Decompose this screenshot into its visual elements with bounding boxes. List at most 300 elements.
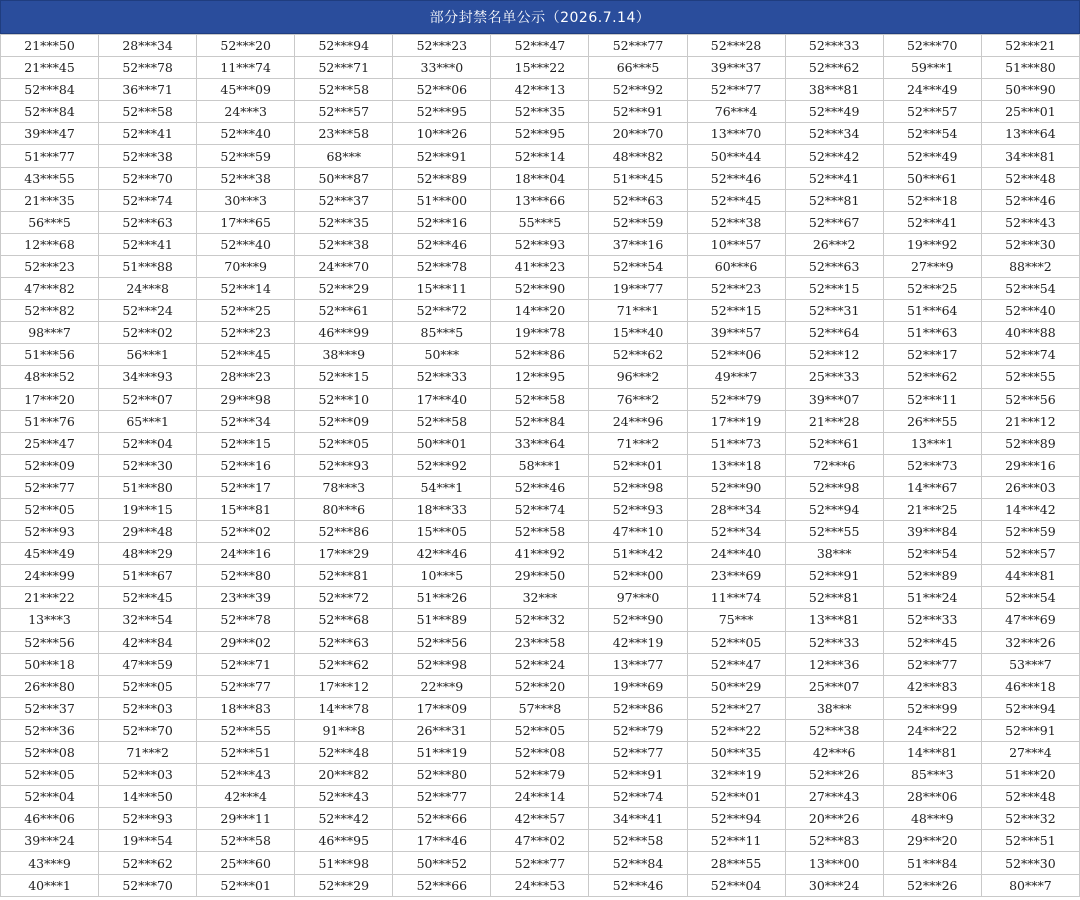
table-cell: 38*** [785,543,883,565]
table-cell: 27***9 [883,255,981,277]
table-cell: 29***02 [197,631,295,653]
table-cell: 51***76 [1,410,99,432]
table-cell: 19***69 [589,675,687,697]
table-cell: 50***61 [883,167,981,189]
table-cell: 52***91 [785,565,883,587]
table-cell: 17***12 [295,675,393,697]
table-cell: 50*** [393,344,491,366]
table-cell: 12***68 [1,233,99,255]
table-cell: 15***81 [197,498,295,520]
table-cell: 41***23 [491,255,589,277]
table-cell: 25***47 [1,432,99,454]
table-cell: 50***01 [393,432,491,454]
table-row [1,300,1080,322]
table-cell: 52***24 [491,653,589,675]
table-cell: 59***1 [883,57,981,79]
table-cell: 52***37 [1,697,99,719]
table-row [1,255,1080,277]
table-cell: 66***5 [589,57,687,79]
table-cell: 48***29 [99,543,197,565]
table-cell: 39***07 [785,388,883,410]
table-cell: 52***82 [1,300,99,322]
table-cell: 52***23 [687,278,785,300]
table-cell: 52***05 [99,675,197,697]
table-cell: 51***67 [99,565,197,587]
table-cell: 52***99 [883,697,981,719]
table-cell: 52***58 [393,410,491,432]
table-cell: 52***57 [295,101,393,123]
table-cell: 52***33 [785,631,883,653]
table-row [1,742,1080,764]
table-cell: 52***41 [99,233,197,255]
table-row [1,278,1080,300]
table-cell: 52***34 [785,123,883,145]
table-cell: 52***58 [491,521,589,543]
table-cell: 43***9 [1,852,99,874]
table-cell: 39***84 [883,521,981,543]
table-cell: 78***3 [295,476,393,498]
table-cell: 71***1 [589,300,687,322]
table-cell: 52***30 [981,233,1079,255]
table-cell: 52***36 [1,719,99,741]
table-cell: 38***9 [295,344,393,366]
table-cell: 52***48 [981,167,1079,189]
table-cell: 39***47 [1,123,99,145]
table-cell: 51***63 [883,322,981,344]
table-cell: 24***96 [589,410,687,432]
table-cell: 52***02 [99,322,197,344]
table-cell: 52***94 [785,498,883,520]
table-cell: 60***6 [687,255,785,277]
table-cell: 26***03 [981,476,1079,498]
table-cell: 42***13 [491,79,589,101]
table-cell: 52***78 [393,255,491,277]
table-cell: 26***80 [1,675,99,697]
table-cell: 48***82 [589,145,687,167]
table-cell: 52***58 [295,79,393,101]
table-cell: 97***0 [589,587,687,609]
table-cell: 52***79 [687,388,785,410]
table-cell: 52***46 [589,874,687,896]
table-cell: 52***54 [883,123,981,145]
table-cell: 44***81 [981,565,1079,587]
table-cell: 42***19 [589,631,687,653]
table-cell: 52***74 [589,786,687,808]
table-cell: 28***34 [99,35,197,57]
table-cell: 52***77 [393,786,491,808]
table-cell: 52***77 [589,35,687,57]
table-cell: 27***4 [981,742,1079,764]
table-cell: 53***7 [981,653,1079,675]
table-row [1,874,1080,896]
table-cell: 50***90 [981,79,1079,101]
table-cell: 11***74 [197,57,295,79]
table-cell: 52***58 [491,388,589,410]
table-cell: 52***83 [785,830,883,852]
table-cell: 14***78 [295,697,393,719]
table-row [1,145,1080,167]
table-cell: 52***48 [295,742,393,764]
table-cell: 13***81 [785,609,883,631]
table-cell: 52***62 [99,852,197,874]
table-cell: 51***56 [1,344,99,366]
table-cell: 52***54 [883,543,981,565]
table-cell: 71***2 [99,742,197,764]
table-cell: 52***47 [687,653,785,675]
table-cell: 21***50 [1,35,99,57]
table-cell: 51***73 [687,432,785,454]
table-cell: 52***92 [589,79,687,101]
table-cell: 32***54 [99,609,197,631]
table-row [1,35,1080,57]
table-cell: 52***98 [785,476,883,498]
table-cell: 52***63 [785,255,883,277]
table-cell: 76***4 [687,101,785,123]
table-cell: 75*** [687,609,785,631]
table-cell: 52***01 [589,454,687,476]
table-cell: 34***81 [981,145,1079,167]
table-cell: 42***46 [393,543,491,565]
table-cell: 52***59 [981,521,1079,543]
table-row [1,432,1080,454]
table-cell: 52***43 [981,211,1079,233]
table-cell: 52***08 [1,742,99,764]
table-cell: 52***77 [589,742,687,764]
table-row [1,454,1080,476]
table-cell: 52***63 [99,211,197,233]
table-cell: 52***93 [295,454,393,476]
table-cell: 51***26 [393,587,491,609]
table-row [1,852,1080,874]
table-cell: 52***49 [785,101,883,123]
table-cell: 34***41 [589,808,687,830]
table-cell: 13***00 [785,852,883,874]
table-cell: 26***55 [883,410,981,432]
table-cell: 42***4 [197,786,295,808]
table-cell: 52***54 [589,255,687,277]
table-cell: 52***42 [785,145,883,167]
table-cell: 15***11 [393,278,491,300]
table-cell: 26***31 [393,719,491,741]
table-cell: 51***80 [981,57,1079,79]
table-cell: 17***19 [687,410,785,432]
table-cell: 65***1 [99,410,197,432]
table-cell: 52***70 [99,719,197,741]
table-cell: 52***89 [981,432,1079,454]
table-cell: 52***16 [393,211,491,233]
table-cell: 52***35 [295,211,393,233]
table-cell: 17***20 [1,388,99,410]
table-row [1,675,1080,697]
table-cell: 52***98 [589,476,687,498]
table-cell: 12***95 [491,366,589,388]
table-cell: 52***55 [785,521,883,543]
table-row [1,167,1080,189]
table-cell: 52***74 [491,498,589,520]
table-cell: 52***40 [981,300,1079,322]
table-cell: 52***34 [687,521,785,543]
table-cell: 52***74 [99,189,197,211]
table-cell: 52***14 [197,278,295,300]
table-cell: 52***62 [295,653,393,675]
table-cell: 23***58 [491,631,589,653]
table-cell: 52***59 [197,145,295,167]
table-cell: 52***27 [687,697,785,719]
table-cell: 96***2 [589,366,687,388]
table-cell: 21***25 [883,498,981,520]
table-cell: 52***93 [1,521,99,543]
table-cell: 52***56 [981,388,1079,410]
table-cell: 52***25 [197,300,295,322]
table-cell: 52***35 [491,101,589,123]
table-cell: 18***04 [491,167,589,189]
table-cell: 52***79 [491,764,589,786]
table-cell: 52***14 [491,145,589,167]
table-cell: 52***10 [295,388,393,410]
table-cell: 33***0 [393,57,491,79]
table-cell: 50***87 [295,167,393,189]
table-cell: 52***70 [99,167,197,189]
table-cell: 18***83 [197,697,295,719]
table-cell: 14***67 [883,476,981,498]
table-cell: 46***95 [295,830,393,852]
table-cell: 52***58 [197,830,295,852]
table-cell: 52***80 [197,565,295,587]
table-cell: 52***66 [393,874,491,896]
table-cell: 34***93 [99,366,197,388]
table-row [1,211,1080,233]
table-cell: 52***90 [491,278,589,300]
table-cell: 52***84 [491,410,589,432]
table-cell: 50***29 [687,675,785,697]
ban-list-body [1,35,1080,897]
table-cell: 52***12 [785,344,883,366]
table-cell: 30***24 [785,874,883,896]
table-cell: 42***6 [785,742,883,764]
table-cell: 52***70 [883,35,981,57]
table-cell: 52***56 [1,631,99,653]
table-cell: 52***79 [589,719,687,741]
table-cell: 30***3 [197,189,295,211]
table-cell: 13***3 [1,609,99,631]
table-cell: 52***56 [393,631,491,653]
table-cell: 58***1 [491,454,589,476]
table-cell: 52***86 [491,344,589,366]
table-cell: 28***23 [197,366,295,388]
table-cell: 52***17 [883,344,981,366]
table-cell: 47***59 [99,653,197,675]
table-cell: 52***33 [785,35,883,57]
table-cell: 52***58 [99,101,197,123]
table-cell: 41***92 [491,543,589,565]
table-cell: 52***11 [687,830,785,852]
table-cell: 52***29 [295,278,393,300]
table-cell: 32***26 [981,631,1079,653]
table-cell: 50***18 [1,653,99,675]
table-row [1,366,1080,388]
table-cell: 52***37 [295,189,393,211]
table-cell: 14***50 [99,786,197,808]
table-cell: 26***2 [785,233,883,255]
table-cell: 36***71 [99,79,197,101]
table-cell: 52***51 [981,830,1079,852]
table-cell: 51***89 [393,609,491,631]
table-cell: 52***86 [589,697,687,719]
table-cell: 14***81 [883,742,981,764]
table-cell: 52***66 [393,808,491,830]
table-cell: 52***18 [883,189,981,211]
table-cell: 52***15 [295,366,393,388]
table-row [1,786,1080,808]
table-cell: 52***42 [295,808,393,830]
table-cell: 17***65 [197,211,295,233]
table-cell: 52***74 [981,344,1079,366]
table-cell: 51***98 [295,852,393,874]
table-cell: 29***11 [197,808,295,830]
table-cell: 52***23 [1,255,99,277]
table-row [1,830,1080,852]
table-cell: 50***52 [393,852,491,874]
table-row [1,101,1080,123]
table-cell: 37***16 [589,233,687,255]
table-cell: 25***33 [785,366,883,388]
table-cell: 15***22 [491,57,589,79]
table-cell: 52***09 [295,410,393,432]
table-cell: 52***01 [687,786,785,808]
table-cell: 52***45 [99,587,197,609]
table-cell: 19***54 [99,830,197,852]
table-cell: 52***93 [491,233,589,255]
table-cell: 25***60 [197,852,295,874]
table-cell: 23***58 [295,123,393,145]
table-cell: 52***48 [981,786,1079,808]
table-cell: 52***38 [295,233,393,255]
table-cell: 52***86 [295,521,393,543]
table-cell: 52***84 [1,101,99,123]
table-cell: 29***98 [197,388,295,410]
table-cell: 22***9 [393,675,491,697]
table-cell: 57***8 [491,697,589,719]
table-cell: 52***68 [295,609,393,631]
table-row [1,609,1080,631]
table-cell: 52***47 [491,35,589,57]
table-cell: 80***7 [981,874,1079,896]
table-cell: 45***09 [197,79,295,101]
table-cell: 17***29 [295,543,393,565]
table-cell: 52***61 [295,300,393,322]
table-cell: 33***64 [491,432,589,454]
table-cell: 27***43 [785,786,883,808]
table-cell: 52***61 [785,432,883,454]
table-cell: 52***11 [883,388,981,410]
table-cell: 52***71 [197,653,295,675]
table-cell: 29***16 [981,454,1079,476]
table-cell: 52***25 [883,278,981,300]
table-cell: 52***30 [99,454,197,476]
table-cell: 10***5 [393,565,491,587]
table-cell: 10***26 [393,123,491,145]
table-cell: 46***99 [295,322,393,344]
table-cell: 52***04 [1,786,99,808]
table-cell: 51***45 [589,167,687,189]
table-cell: 51***24 [883,587,981,609]
table-cell: 24***40 [687,543,785,565]
table-cell: 52***46 [981,189,1079,211]
table-cell: 52***77 [687,79,785,101]
table-cell: 39***57 [687,322,785,344]
table-cell: 13***66 [491,189,589,211]
table-cell: 52***84 [589,852,687,874]
table-cell: 42***84 [99,631,197,653]
table-cell: 52***32 [981,808,1079,830]
table-cell: 28***34 [687,498,785,520]
table-cell: 24***53 [491,874,589,896]
table-cell: 21***35 [1,189,99,211]
table-cell: 70***9 [197,255,295,277]
table-cell: 52***38 [99,145,197,167]
table-row [1,79,1080,101]
table-cell: 52***72 [393,300,491,322]
table-cell: 32*** [491,587,589,609]
table-cell: 52***15 [785,278,883,300]
table-cell: 52***46 [393,233,491,255]
table-cell: 54***1 [393,476,491,498]
table-cell: 51***80 [99,476,197,498]
table-row [1,388,1080,410]
table-cell: 52***17 [197,476,295,498]
table-cell: 50***35 [687,742,785,764]
table-cell: 52***38 [785,719,883,741]
table-cell: 42***83 [883,675,981,697]
table-cell: 52***43 [295,786,393,808]
table-cell: 21***22 [1,587,99,609]
table-cell: 52***80 [393,764,491,786]
table-cell: 52***98 [393,653,491,675]
table-cell: 11***74 [687,587,785,609]
table-cell: 47***82 [1,278,99,300]
table-cell: 52***94 [295,35,393,57]
table-cell: 52***45 [687,189,785,211]
table-cell: 19***77 [589,278,687,300]
table-cell: 51***20 [981,764,1079,786]
table-cell: 52***38 [197,167,295,189]
table-cell: 46***06 [1,808,99,830]
table-cell: 28***06 [883,786,981,808]
table-cell: 52***09 [1,454,99,476]
table-cell: 52***26 [785,764,883,786]
table-cell: 80***6 [295,498,393,520]
table-cell: 52***20 [197,35,295,57]
table-cell: 52***21 [981,35,1079,57]
table-cell: 52***78 [197,609,295,631]
table-cell: 38*** [785,697,883,719]
table-cell: 42***57 [491,808,589,830]
table-cell: 52***15 [197,432,295,454]
table-cell: 52***16 [197,454,295,476]
table-cell: 72***6 [785,454,883,476]
table-cell: 52***34 [197,410,295,432]
table-cell: 52***15 [687,300,785,322]
table-cell: 19***92 [883,233,981,255]
table-cell: 56***5 [1,211,99,233]
table-cell: 52***58 [589,830,687,852]
table-cell: 48***52 [1,366,99,388]
table-cell: 39***37 [687,57,785,79]
table-cell: 52***04 [687,874,785,896]
table-cell: 52***40 [197,233,295,255]
table-row [1,565,1080,587]
table-cell: 52***01 [197,874,295,896]
